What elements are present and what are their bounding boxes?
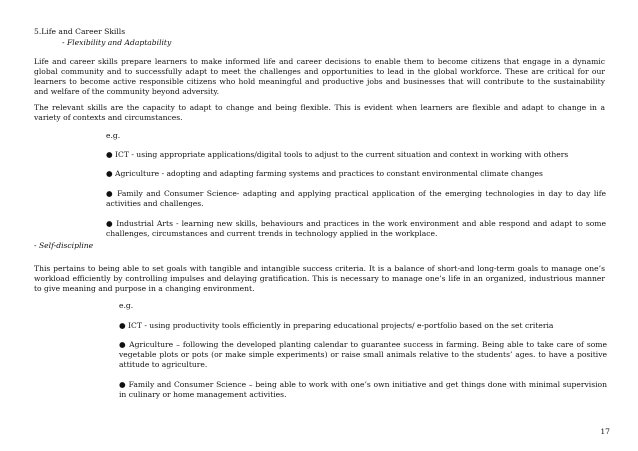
subheading-self-discipline: - Self-discipline: [34, 241, 94, 250]
example-label-2: e.g.: [119, 301, 134, 310]
list-item-fcs-self: ● Family and Consumer Science – being able to work with one’s own initiative and get things done with minimal supervision in culinary or home management activities.: [119, 380, 607, 399]
list-item-industrial-arts: ● Industrial Arts - learning new skills, behaviours and practices in the work environment and able respond and adapt to some challenges, circumstances and current trends in technology applied in the workplace.: [106, 219, 606, 238]
list-item-fcs-flex: ● Family and Consumer Science- adapting and applying practical application of the emerging technologies in day to day life activities and challenges.: [106, 189, 606, 208]
list-item-ict-flex: ● ICT - using appropriate applications/digital tools to adjust to the current situation and context in working with others: [106, 150, 569, 159]
example-label-1: e.g.: [106, 131, 121, 140]
flexibility-paragraph: The relevant skills are the capacity to adapt to change and being flexible. This is evident when learners are flexible and adapt to change in a variety of contexts and circumstances.: [34, 103, 605, 122]
intro-paragraph: Life and career skills prepare learners to make informed life and career decisions to enable them to become citizens that engage in a dynamic global community and to successfully adapt to meet the challenges and opportunities to lead in the global workforce. These are critical for our learners to become active responsible citizens who hold meaningful and productive jobs and businesses that will contribute to the sustainability and welfare of the community beyond adversity.: [34, 57, 605, 96]
list-item-agriculture-flex: ● Agriculture - adopting and adapting farming systems and practices to constant environmental climate changes: [106, 169, 543, 178]
self-discipline-paragraph: This pertains to being able to set goals with tangible and intangible success criteria. It is a balance of short-and long-term goals to manage one’s workload efficiently by controlling impulses and delaying gratification. This is necessary to manage one’s life in an organized, industrious manner to give meaning and purpose in a changing environment.: [34, 264, 605, 293]
list-item-ict-self: ● ICT - using productivity tools efficiently in preparing educational projects/ e-portfolio based on the set criteria: [119, 321, 554, 330]
subheading-flexibility: - Flexibility and Adaptability: [62, 38, 172, 47]
list-item-agriculture-self: ● Agriculture – following the developed planting calendar to guarantee success in farming. Being able to take care of some vegetable plots or pots (or make simple experiments) or raise small animals relative to the students’ ages. to have a positive attitude to agriculture.: [119, 340, 607, 369]
page-number: 17: [600, 427, 610, 436]
section-heading: 5.Life and Career Skills: [34, 27, 126, 36]
